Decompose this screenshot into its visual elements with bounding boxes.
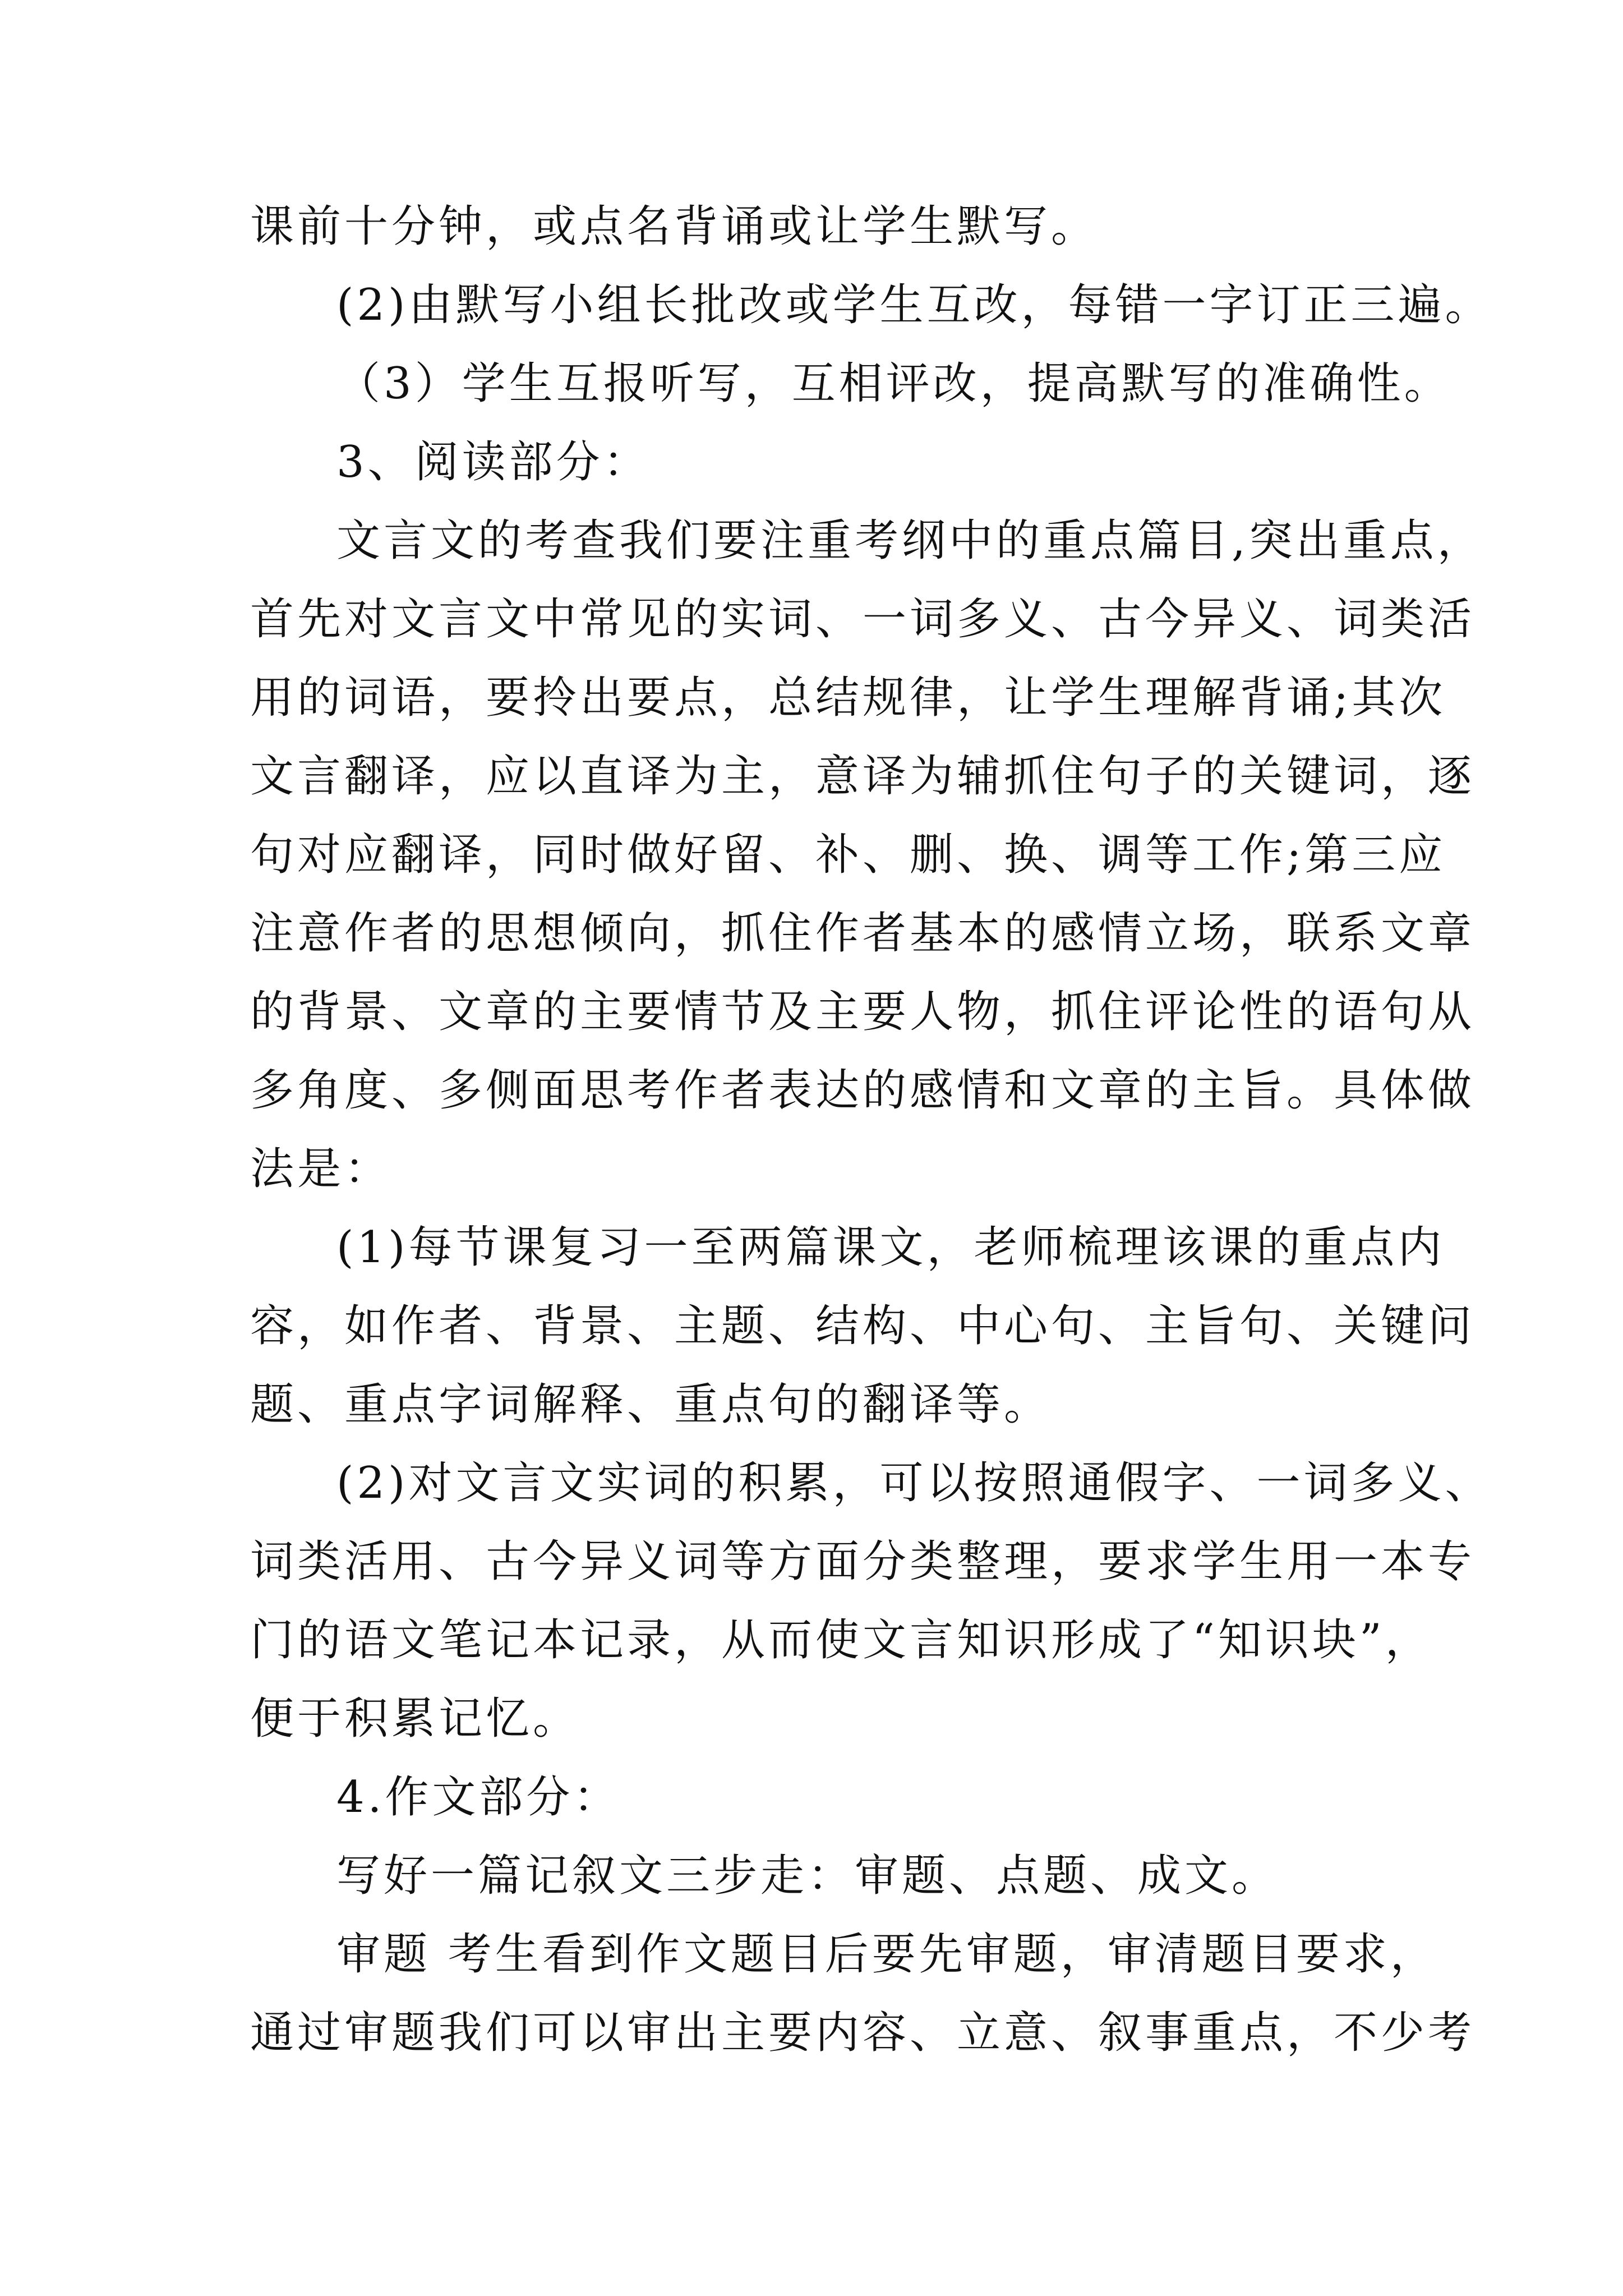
section-heading: 3、阅读部分： xyxy=(336,437,651,487)
paragraph-line: 便于积累记忆。 xyxy=(250,1694,580,1744)
paragraph-line: 写好一篇记叙文三步走：审题、点题、成文。 xyxy=(336,1851,1279,1901)
paragraph-line: （3）学生互报听写，互相评改，提高默写的准确性。 xyxy=(336,358,1451,409)
paragraph-line: 题、重点字词解释、重点句的翻译等。 xyxy=(250,1379,1052,1430)
paragraph-line: (2)对文言文实词的积累，可以按照通假字、一词多义、 xyxy=(336,1458,1492,1508)
paragraph-line: 首先对文言文中常见的实词、一词多义、古今异义、词类活 xyxy=(250,594,1476,645)
paragraph-line: (2)由默写小组长批改或学生互改，每错一字订正三遍。 xyxy=(336,280,1492,330)
paragraph-line: 文言翻译，应以直译为主，意译为辅抓住句子的关键词，逐 xyxy=(250,751,1476,802)
paragraph-line: 法是： xyxy=(250,1144,392,1194)
paragraph-line: 词类活用、古今异义词等方面分类整理，要求学生用一本专 xyxy=(250,1536,1476,1587)
paragraph-line: 审题 考生看到作文题目后要先审题，审清题目要求， xyxy=(336,1929,1437,1980)
paragraph-line: 容，如作者、背景、主题、结构、中心句、主旨句、关键问 xyxy=(250,1301,1476,1351)
paragraph-line: 通过审题我们可以审出主要内容、立意、叙事重点，不少考 xyxy=(250,2008,1476,2058)
section-heading: 4.作文部分： xyxy=(336,1772,621,1823)
paragraph-line: 注意作者的思想倾向，抓住作者基本的感情立场，联系文章 xyxy=(250,908,1476,959)
paragraph-line: 多角度、多侧面思考作者表达的感情和文章的主旨。具体做 xyxy=(250,1065,1476,1116)
paragraph-line: 门的语文笔记本记录，从而使文言知识形成了“知识块”， xyxy=(250,1615,1432,1665)
paragraph-line: 用的词语，要拎出要点，总结规律，让学生理解背诵;其次 xyxy=(250,673,1446,723)
paragraph-line: 句对应翻译，同时做好留、补、删、换、调等工作;第三应 xyxy=(250,830,1446,880)
paragraph-line: 的背景、文章的主要情节及主要人物，抓住评论性的语句从 xyxy=(250,987,1476,1037)
paragraph-line: 课前十分钟，或点名背诵或让学生默写。 xyxy=(250,201,1099,252)
paragraph-line: 文言文的考查我们要注重考纲中的重点篇目,突出重点， xyxy=(336,516,1484,566)
paragraph-line: (1)每节课复习一至两篇课文，老师梳理该课的重点内 xyxy=(336,1222,1445,1273)
